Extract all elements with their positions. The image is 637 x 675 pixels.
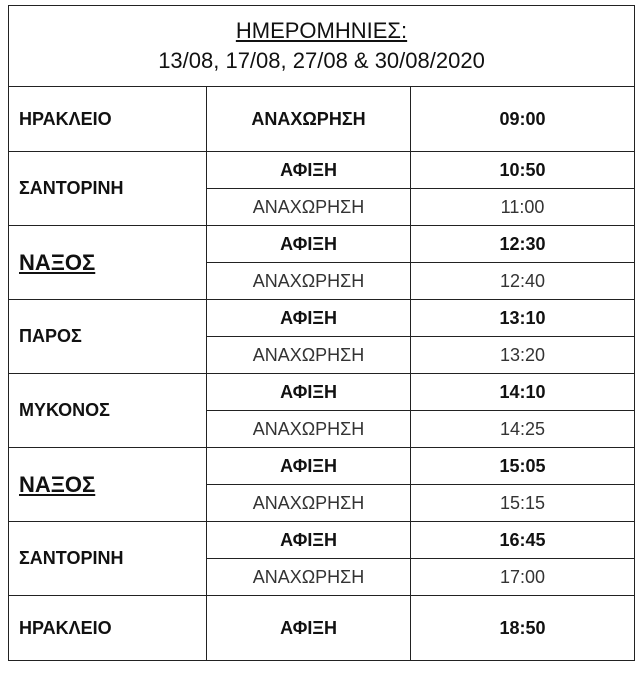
stop-place: ΜΥΚΟΝΟΣ	[9, 374, 207, 448]
table-row	[9, 596, 635, 661]
stop-time: 14:25	[411, 411, 635, 448]
stop-status: ΑΦΙΞΗ	[207, 152, 411, 189]
stop-time: 15:15	[411, 485, 635, 522]
stop-time: 09:00	[411, 87, 635, 152]
stop-time: 17:00	[411, 559, 635, 596]
stop-status: ΑΝΑΧΩΡΗΣΗ	[207, 189, 411, 226]
stop-time: 12:30	[411, 226, 635, 263]
stop-status: ΑΝΑΧΩΡΗΣΗ	[207, 485, 411, 522]
table-row	[9, 152, 635, 189]
stop-place: ΝΑΞΟΣ	[9, 226, 207, 300]
stop-place: ΗΡΑΚΛΕΙΟ	[9, 87, 207, 152]
stop-status: ΑΝΑΧΩΡΗΣΗ	[207, 263, 411, 300]
schedule-table	[8, 5, 635, 661]
stop-time: 10:50	[411, 152, 635, 189]
table-row	[9, 522, 635, 559]
stop-status: ΑΦΙΞΗ	[207, 374, 411, 411]
stop-status: ΑΝΑΧΩΡΗΣΗ	[207, 559, 411, 596]
stop-place: ΠΑΡΟΣ	[9, 300, 207, 374]
table-row	[9, 226, 635, 263]
stop-place: ΗΡΑΚΛΕΙΟ	[9, 596, 207, 661]
header-row	[9, 6, 635, 87]
stop-place: ΝΑΞΟΣ	[9, 448, 207, 522]
dates-list: 13/08, 17/08, 27/08 & 30/08/2020	[158, 48, 485, 73]
stop-time: 13:10	[411, 300, 635, 337]
stop-time: 16:45	[411, 522, 635, 559]
stop-time: 11:00	[411, 189, 635, 226]
stop-status: ΑΝΑΧΩΡΗΣΗ	[207, 337, 411, 374]
dates-title: ΗΜΕΡΟΜΗΝΙΕΣ:	[235, 18, 408, 43]
stop-status: ΑΝΑΧΩΡΗΣΗ	[207, 87, 411, 152]
table-row	[9, 374, 635, 411]
stop-time: 15:05	[411, 448, 635, 485]
table-row	[9, 300, 635, 337]
stop-time: 12:40	[411, 263, 635, 300]
stop-status: ΑΦΙΞΗ	[207, 226, 411, 263]
stop-time: 13:20	[411, 337, 635, 374]
stop-time: 14:10	[411, 374, 635, 411]
stop-place: ΣΑΝΤΟΡΙΝΗ	[9, 522, 207, 596]
stop-status: ΑΦΙΞΗ	[207, 300, 411, 337]
stop-status: ΑΦΙΞΗ	[207, 448, 411, 485]
stop-status: ΑΦΙΞΗ	[207, 522, 411, 559]
stop-time: 18:50	[411, 596, 635, 661]
schedule-sheet	[8, 5, 634, 661]
stop-place: ΣΑΝΤΟΡΙΝΗ	[9, 152, 207, 226]
stop-status: ΑΝΑΧΩΡΗΣΗ	[207, 411, 411, 448]
header-cell	[9, 6, 635, 87]
table-row	[9, 448, 635, 485]
table-row	[9, 87, 635, 152]
stop-status: ΑΦΙΞΗ	[207, 596, 411, 661]
